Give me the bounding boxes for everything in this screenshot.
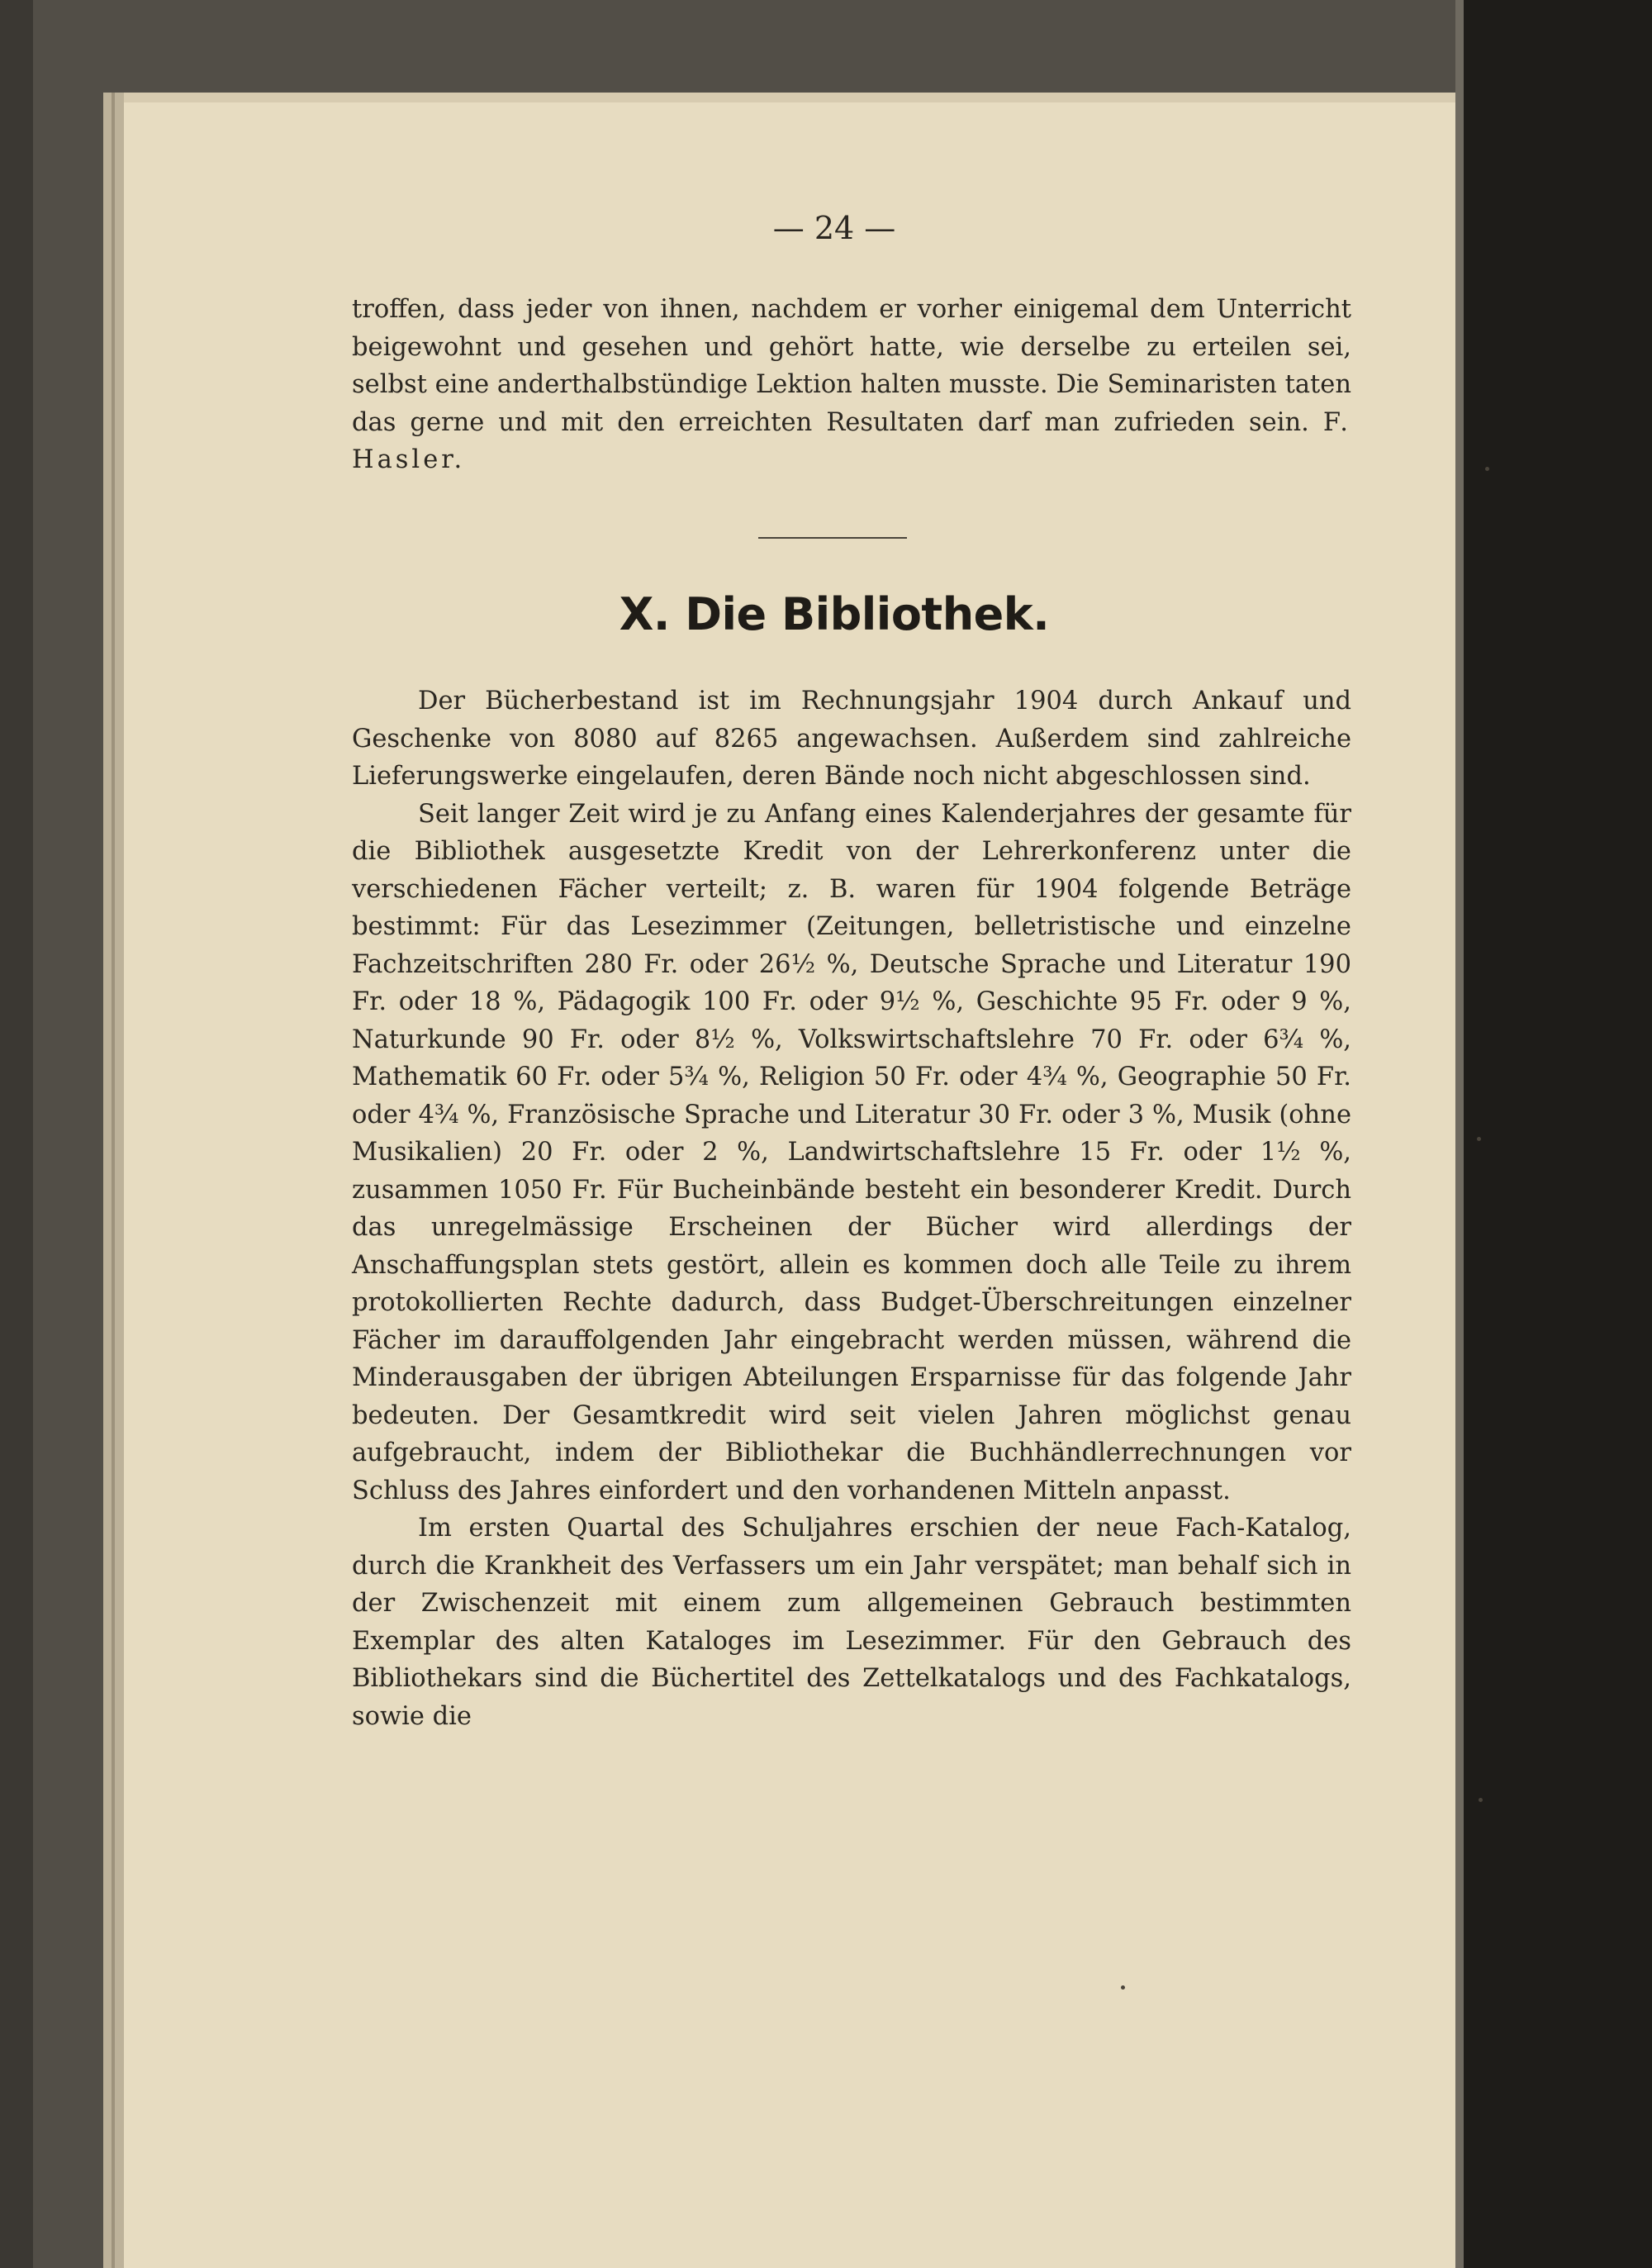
intro-paragraph: troffen, dass jeder von ihnen, nachdem er vorher einigemal dem Unterricht beigewohnt und gesehen und gehört hatte, wie derselbe zu erteilen sei, selbst eine anderthalbstündige Lektion halten musste. Die Seminaristen taten das gerne und mit den erreichten Resultaten darf man zufrieden sein. xyxy=(352,295,1351,437)
paragraph-catalog: Im ersten Quartal des Schuljahres erschien der neue Fach-Katalog, durch die Krankheit des Verfassers um ein Jahr verspätet; man behalf sich in der Zwischenzeit mit einem zum allgemeinen Gebrauch bestimmten Exemplar des alten Kataloges im Lesezimmer. Für den Gebrauch des Bibliothekars sind die Büchertitel des Zettelkatalogs und des Fachkatalogs, sowie die xyxy=(352,1514,1351,1731)
paper-speck xyxy=(1485,467,1489,471)
paragraph-credit-allocation: Seit langer Zeit wird je zu Anfang eines Kalenderjahres der gesamte für die Bibliothek ausgesetzte Kredit von der Lehrerkonferenz unter die verschiedenen Fächer verteilt; z. B. waren für 1904 folgende Beträge bestimmt: Für das Lesezimmer (Zeitungen, belletristische und einzelne Fachzeitschriften 280 Fr. oder 26½ %, Deutsche Sprache und Literatur 190 Fr. oder 18 %, Pädagogik 100 Fr. oder 9½ %, Geschichte 95 Fr. oder 9 %, Naturkunde 90 Fr. oder 8½ %, Volkswirtschaftslehre 70 Fr. oder 6¾ %, Mathematik 60 Fr. oder 5¾ %, Religion 50 Fr. oder 4¾ %, Geographie 50 Fr. oder 4¾ %, Französische Sprache und Literatur 30 Fr. oder 3 %, Musik (ohne Musikalien) 20 Fr. oder 2 %, Landwirtschaftslehre 15 Fr. oder 1½ %, zusammen 1050 Fr. Für Bucheinbände besteht ein besonderer Kredit. Durch das unregelmässige Erscheinen der Bücher wird allerdings der Anschaffungsplan stets gestört, allein es kommen doch alle Teile zu ihrem protokollierten Rechte dadurch, dass Budget-Überschreitungen einzelner Fächer im darauffolgenden Jahr eingebracht werden müssen, während die Minderausgaben der übrigen Abteilungen Ersparnisse für das folgende Jahr bedeuten. Der Gesamtkredit wird seit vielen Jahren möglichst genau aufgebraucht, indem der Bibliothekar die Buchhändlerrechnungen vor Schluss des Jahres einfordert und den vorhandenen Mitteln anpasst. xyxy=(352,799,1351,1505)
book-spine-shadow xyxy=(0,0,33,2268)
author-signature: F. Hasler. xyxy=(352,407,1351,474)
section-body xyxy=(352,682,1351,1735)
paragraph-holdings: Der Bücherbestand ist im Rechnungsjahr 1904 durch Ankauf und Geschenke von 8080 auf 8265 angewachsen. Außerdem sind zahlreiche Lieferungswerke eingelaufen, deren Bände noch nicht abgeschlossen sind. xyxy=(352,687,1351,791)
paper-speck xyxy=(1477,1137,1481,1141)
paper-speck xyxy=(1121,1985,1125,1990)
section-divider xyxy=(758,537,907,539)
intro-paragraph-block xyxy=(352,291,1351,479)
facing-page-rim xyxy=(1455,0,1464,2268)
facing-page-dark-edge xyxy=(1455,0,1652,2268)
section-heading: X. Die Bibliothek. xyxy=(619,588,1050,640)
page-stack-line xyxy=(112,93,115,2268)
paper-speck xyxy=(1479,1798,1483,1802)
page-top-edge xyxy=(124,93,1455,102)
page-number: — 24 — xyxy=(772,210,896,246)
